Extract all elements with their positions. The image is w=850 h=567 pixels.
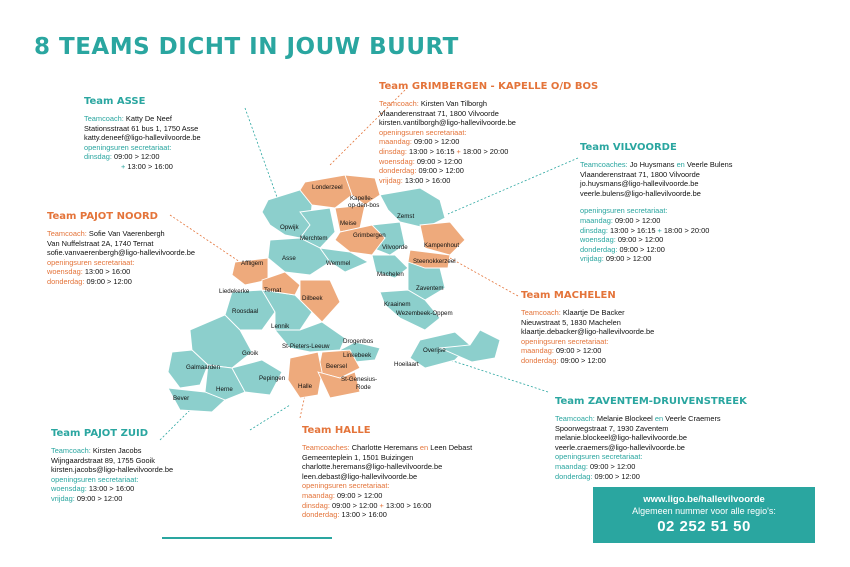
team-name: Team PAJOT ZUID xyxy=(51,428,148,439)
muni-meise: Meise xyxy=(340,220,357,227)
muni-zemst: Zemst xyxy=(397,213,415,220)
website-link[interactable]: www.ligo.be/hallevilvoorde xyxy=(643,494,765,505)
team-asse: Team ASSE Teamcoach: Katty De Neef Stationsstraat 61 bus 1, 1750 Asse katty.deneef@ligo-hallevilvoorde.be openingsuren secretariaat: dinsdag: 09:00 > 12:00 + 13:00 > 16:00 xyxy=(84,96,201,171)
muni-merchtem: Merchtem xyxy=(300,235,328,242)
email-link[interactable]: charlotte.heremans@ligo-hallevilvoorde.be xyxy=(302,462,443,472)
muni-kampenhout: Kampenhout xyxy=(424,242,460,249)
email-link[interactable]: veerle.craemers@ligo-hallevilvoorde.be xyxy=(555,442,685,452)
muni-affligem: Affligem xyxy=(241,260,264,267)
muni-beersel: Beersel xyxy=(326,363,347,370)
muni-bever: Bever xyxy=(173,395,190,402)
muni-steenokkerzeel: Steenokkerzeel xyxy=(413,258,456,265)
team-zaventem: Team ZAVENTEM-DRUIVENSTREEK Teamcoach: Melanie Blockeel en Veerle Craemers Spoorwegstraat 7, 1930 Zaventem melanie.blockeel@ligo-hallevilvoorde.be veerle.craemers@ligo-hallevilvoorde.be openingsuren secretariaat: maandag: 09:00 > 12:00 donderdag: 09:00 > 12:00 xyxy=(555,396,747,481)
team-name: Team ASSE xyxy=(84,96,146,107)
page-title: 8 TEAMS DICHT IN JOUW BUURT xyxy=(34,34,459,60)
muni-asse: Asse xyxy=(282,255,296,262)
muni-galmaarden: Galmaarden xyxy=(186,364,221,371)
muni-kapelle-2: op-den-bos xyxy=(348,202,380,209)
email-link[interactable]: leen.debast@ligo-hallevilvoorde.be xyxy=(302,471,418,481)
contact-box xyxy=(593,487,815,543)
muni-overijse: Overijse xyxy=(423,347,446,354)
muni-st-pieters-leeuw: St-Pieters-Leeuw xyxy=(282,343,330,350)
muni-linkebeek: Linkebeek xyxy=(343,352,372,359)
muni-roosdaal: Roosdaal xyxy=(232,308,259,315)
muni-liedekerke: Liedekerke xyxy=(219,288,250,295)
muni-grimbergen: Grimbergen xyxy=(353,232,386,239)
muni-pepingen: Pepingen xyxy=(259,375,286,382)
team-name: Team ZAVENTEM-DRUIVENSTREEK xyxy=(555,396,747,407)
team-name: Team PAJOT NOORD xyxy=(47,211,158,222)
team-machelen: Team MACHELEN Teamcoach: Klaartje De Backer Nieuwstraat 5, 1830 Machelen klaartje.debacker@ligo-hallevilvoorde.be openingsuren secretariaat: maandag: 09:00 > 12:00 donderdag: 09:00 > 12:00 xyxy=(521,290,655,365)
muni-machelen: Machelen xyxy=(377,271,404,278)
email-link[interactable]: melanie.blockeel@ligo-hallevilvoorde.be xyxy=(555,433,687,443)
general-number-label: Algemeen nummer voor alle regio's: xyxy=(632,506,776,516)
team-name: Team GRIMBERGEN - KAPELLE O/D BOS xyxy=(379,81,599,92)
muni-opwijk: Opwijk xyxy=(280,224,299,231)
team-vilvoorde: Team VILVOORDE Teamcoaches: Jo Huysmans en Veerle Bulens Vlaanderenstraat 71, 1800 Vilvoorde jo.huysmans@ligo-hallevilvoorde.be veerle.bulens@ligo-hallevilvoorde.be openingsuren secretariaat: maandag: 09:00 > 12:00 dinsdag: 13:00 > 16:15 + 18:00 > 20:00 woensdag: 09:00 > 12:00 donderdag: 09:00 > 12:00 vrijdag: 09:00 > 12:00 xyxy=(580,142,733,264)
muni-dilbeek: Dilbeek xyxy=(302,295,323,302)
team-name: Team MACHELEN xyxy=(521,290,616,301)
team-pajot-zuid: Team PAJOT ZUID Teamcoach: Kirsten Jacobs Wijngaardstraat 89, 1755 Gooik kirsten.jacobs@ligo-hallevilvoorde.be openingsuren secretariaat: woensdag: 13:00 > 16:00 vrijdag: 09:00 > 12:00 xyxy=(51,428,174,503)
muni-gooik: Gooik xyxy=(242,350,259,357)
muni-herne: Herne xyxy=(216,386,233,393)
email-link[interactable]: kirsten.jacobs@ligo-hallevilvoorde.be xyxy=(51,465,174,475)
muni-halle: Halle xyxy=(298,383,313,390)
email-link[interactable]: klaartje.debacker@ligo-hallevilvoorde.be xyxy=(521,327,655,337)
phone-number[interactable]: 02 252 51 50 xyxy=(657,518,751,535)
divider xyxy=(162,537,332,539)
team-pajot-noord: Team PAJOT NOORD Teamcoach: Sofie Van Vaerenbergh Van Nuffelstraat 2A, 1740 Ternat sofie.vanvaerenbergh@ligo-hallevilvoorde.be openingsuren secretariaat: woensdag: 13:00 > 16:00 donderdag: 09:00 > 12:00 xyxy=(47,211,196,286)
muni-st-genesius: St-Genesius- xyxy=(341,376,378,383)
muni-vilvoorde: Vilvoorde xyxy=(382,244,408,251)
team-halle: Team HALLE Teamcoaches: Charlotte Heremans en Leen Debast Gemeenteplein 1, 1501 Buizingen charlotte.heremans@ligo-hallevilvoorde.be leen.debast@ligo-hallevilvoorde.be openingsuren secretariaat: maandag: 09:00 > 12:00 dinsdag: 09:00 > 12:00 + 13:00 > 16:00 donderdag: 13:00 > 16:00 xyxy=(302,425,473,520)
muni-ternat: Ternat xyxy=(264,287,282,294)
muni-zaventem: Zaventem xyxy=(416,285,444,292)
muni-wemmel: Wemmel xyxy=(326,260,351,267)
muni-kraainem: Kraainem xyxy=(384,301,411,308)
email-link[interactable]: sofie.vanvaerenbergh@ligo-hallevilvoorde.be xyxy=(47,248,196,258)
email-link[interactable]: jo.huysmans@ligo-hallevilvoorde.be xyxy=(580,179,699,189)
email-link[interactable]: katty.deneef@ligo-hallevilvoorde.be xyxy=(84,133,201,143)
muni-londerzeel: Londerzeel xyxy=(312,184,343,191)
muni-kapelle: Kapelle- xyxy=(350,195,373,202)
team-name: Team VILVOORDE xyxy=(580,142,677,153)
muni-hoeilaart: Hoeilaart xyxy=(394,361,419,368)
team-name: Team HALLE xyxy=(302,425,371,436)
email-link[interactable]: veerle.bulens@ligo-hallevilvoorde.be xyxy=(580,188,701,198)
muni-wezembeek: Wezembeek-Oppem xyxy=(396,310,453,317)
team-grimbergen: Team GRIMBERGEN - KAPELLE O/D BOS Teamcoach: Kirsten Van Tilborgh Vlaanderenstraat 71, 1800 Vilvoorde kirsten.vantilborgh@ligo-hallevilvoorde.be openingsuren secretariaat: maandag: 09:00 > 12:00 dinsdag: 13:00 > 16:15 + 18:00 > 20:00 woensdag: 09:00 > 12:00 donderdag: 09:00 > 12:00 vrijdag: 13:00 > 16:00 xyxy=(379,81,599,185)
muni-drogenbos: Drogenbos xyxy=(343,338,374,345)
email-link[interactable]: kirsten.vantilborgh@ligo-hallevilvoorde.be xyxy=(379,118,516,128)
muni-lennik: Lennik xyxy=(271,323,290,330)
muni-rode: Rode xyxy=(356,384,371,391)
